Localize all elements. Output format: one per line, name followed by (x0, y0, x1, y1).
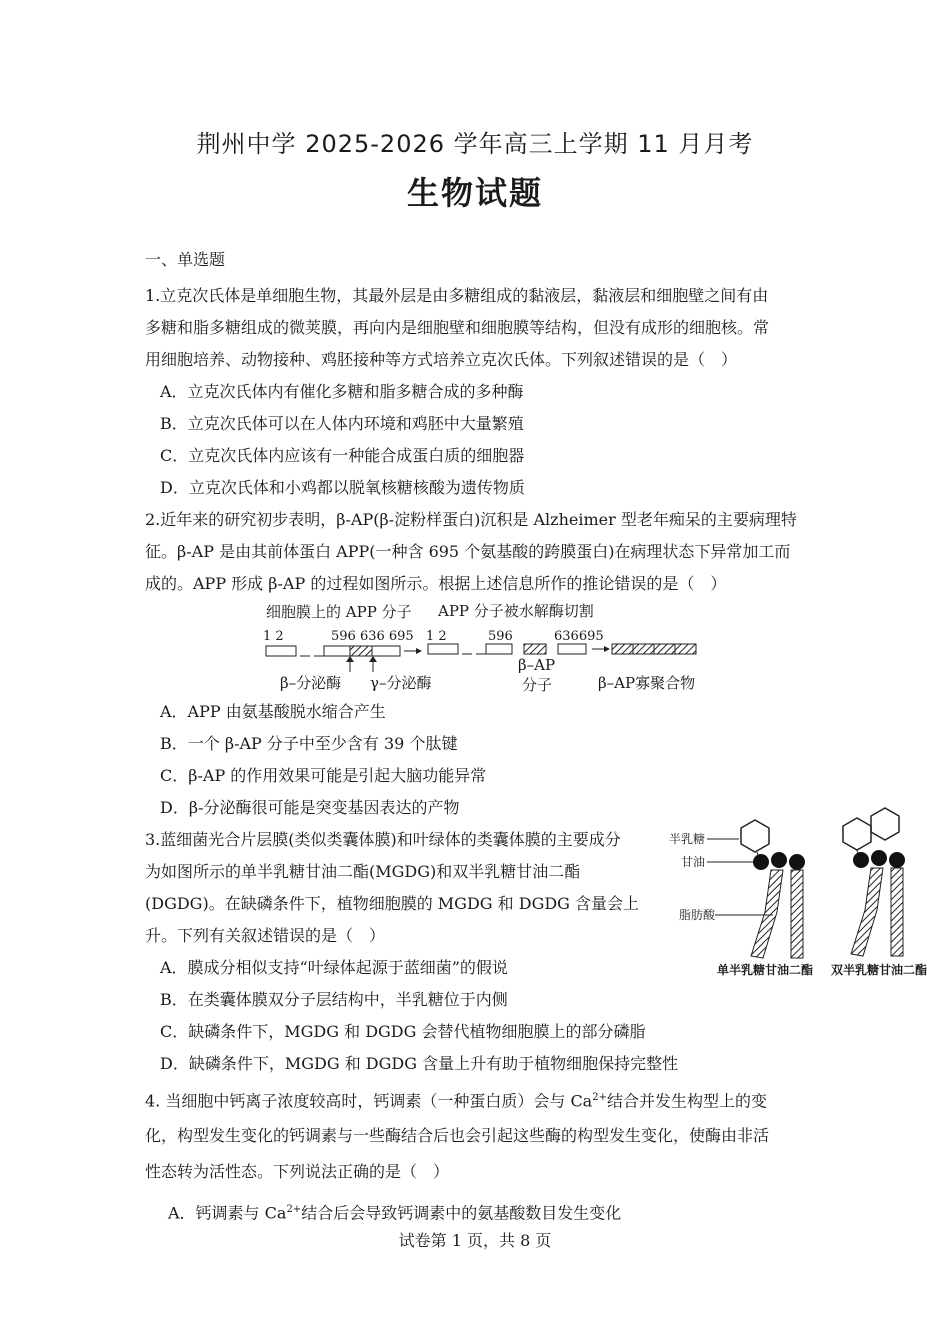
beta-ap-fragment (524, 644, 546, 654)
fig-nums-left-end: 596 636 695 (331, 629, 414, 644)
arrow-gamma-secretase (369, 656, 377, 672)
q2-stem-line-1: 2.近年来的研究初步表明，β-AP(β-淀粉样蛋白)沉积是 Alzheimer 型老年痴呆的主要病理特 (145, 510, 797, 529)
fig-nums-right: 636695 (554, 629, 604, 644)
subject-title: 生物试题 (406, 174, 543, 212)
arrow-beta-secretase (346, 656, 354, 672)
q3-option-a: A．膜成分相似支持“叶绿体起源于蓝细菌”的假说 (160, 958, 508, 977)
caption-mgdg: 单半乳糖甘油二酯 (717, 963, 814, 977)
label-glycerol: 甘油 (681, 855, 706, 869)
label-beta-secretase: β–分泌酶 (280, 674, 342, 692)
q3-stem-line-3: (DGDG)。在缺磷条件下，植物细胞膜的 MGDG 和 DGDG 含量会上 (145, 894, 640, 913)
q1-option-d: D．立克次氏体和小鸡都以脱氧核糖核酸为遗传物质 (160, 478, 525, 497)
beta-ap-oligomer (612, 644, 696, 654)
section-heading: 一、单选题 (145, 250, 226, 269)
q4-optA-part1: A．钙调素与 Ca (168, 1203, 287, 1223)
q2-option-c: C．β-AP 的作用效果可能是引起大脑功能异常 (160, 766, 487, 785)
fig-label-membrane-app: 细胞膜上的 APP 分子 (266, 603, 412, 621)
caption-dgdg: 双半乳糖甘油二酯 (831, 963, 928, 977)
dgdg-molecule (843, 808, 905, 956)
exam-title: 荆州中学 2025-2026 学年高三上学期 11 月月考 (196, 130, 754, 158)
galactolipid-figure (665, 800, 940, 980)
label-beta-ap: β–AP (518, 656, 556, 674)
q2-stem-line-3: 成的。APP 形成 β-AP 的过程如图所示。根据上述信息所作的推论错误的是（ ） (145, 574, 727, 593)
q1-option-b: B．立克次氏体可以在人体内环境和鸡胚中大量繁殖 (160, 414, 524, 433)
arrow-cleavage (404, 648, 422, 654)
q4-optA-superscript: 2+ (286, 1204, 302, 1215)
q2-option-d: D．β-分泌酶很可能是突变基因表达的产物 (160, 798, 460, 817)
q4-optA-part2: 结合后会导致钙调素中的氨基酸数目发生变化 (301, 1203, 622, 1223)
label-beta-ap-oligomer: β–AP寡聚合物 (598, 674, 696, 692)
q4-option-a (168, 1200, 621, 1223)
fig-nums-left-start: 1 2 (263, 629, 284, 644)
label-gamma-secretase: γ–分泌酶 (370, 674, 432, 692)
q4-line1-part2: 结合并发生构型上的变 (606, 1091, 767, 1111)
q3-option-d: D．缺磷条件下，MGDG 和 DGDG 含量上升有助于植物细胞保持完整性 (160, 1054, 679, 1073)
q1-stem-line-3: 用细胞培养、动物接种、鸡胚接种等方式培养立克次氏体。下列叙述错误的是（ ） (145, 350, 738, 369)
q1-stem-line-1: 1.立克次氏体是单细胞生物，其最外层是由多糖组成的黏液层，黏液层和细胞壁之间有由 (145, 286, 769, 305)
q2-option-a: A．APP 由氨基酸脱水缩合产生 (160, 702, 386, 721)
label-fatty-acid: 脂肪酸 (679, 908, 716, 922)
label-molecule: 分子 (522, 676, 553, 694)
q3-stem-line-2: 为如图所示的单半乳糖甘油二酯(MGDG)和双半乳糖甘油二酯 (145, 862, 581, 881)
page-footer: 试卷第 1 页，共 8 页 (398, 1231, 552, 1250)
app-cleavage-figure (258, 600, 718, 696)
q2-stem-line-2: 征。β-AP 是由其前体蛋白 APP(一种含 695 个氨基酸的跨膜蛋白)在病理状态下异常加工而 (145, 542, 791, 561)
app-fragment-n-terminal (428, 644, 512, 654)
q1-option-a: A．立克次氏体内有催化多糖和脂多糖合成的多种酶 (160, 382, 524, 401)
q3-option-b: B．在类囊体膜双分子层结构中，半乳糖位于内侧 (160, 990, 508, 1009)
q4-line1-part1: 4. 当细胞中钙离子浓度较高时，钙调素（一种蛋白质）会与 Ca (145, 1091, 593, 1111)
q4-stem-line-2: 化，构型发生变化的钙调素与一些酶结合后也会引起这些酶的构型发生变化，使酶由非活 (145, 1126, 770, 1145)
app-molecule-intact (266, 646, 400, 656)
fig-label-cleavage: APP 分子被水解酶切割 (438, 602, 594, 620)
q3-stem-line-1: 3.蓝细菌光合片层膜(类似类囊体膜)和叶绿体的类囊体膜的主要成分 (145, 830, 621, 849)
q4-line1-superscript: 2+ (592, 1092, 607, 1103)
q4-stem-line-3: 性态转为活性态。下列说法正确的是（ ） (145, 1162, 450, 1181)
q2-option-b: B．一个 β-AP 分子中至少含有 39 个肽键 (160, 734, 458, 753)
q4-stem-line-1 (145, 1088, 767, 1111)
mgdg-molecule (741, 820, 805, 958)
label-galactose: 半乳糖 (669, 832, 706, 846)
q1-stem-line-2: 多糖和脂多糖组成的微荚膜，再向内是细胞壁和细胞膜等结构，但没有成形的细胞核。常 (145, 318, 770, 337)
arrow-aggregation (592, 646, 610, 652)
app-fragment-c-terminal (558, 644, 586, 654)
fig-nums-mid-start: 1 2 (426, 629, 447, 644)
q1-option-c: C．立克次氏体内应该有一种能合成蛋白质的细胞器 (160, 446, 525, 465)
q3-option-c: C．缺磷条件下，MGDG 和 DGDG 会替代植物细胞膜上的部分磷脂 (160, 1022, 646, 1041)
fig-nums-mid-end: 596 (488, 629, 513, 644)
q3-stem-line-4: 升。下列有关叙述错误的是（ ） (145, 926, 386, 945)
